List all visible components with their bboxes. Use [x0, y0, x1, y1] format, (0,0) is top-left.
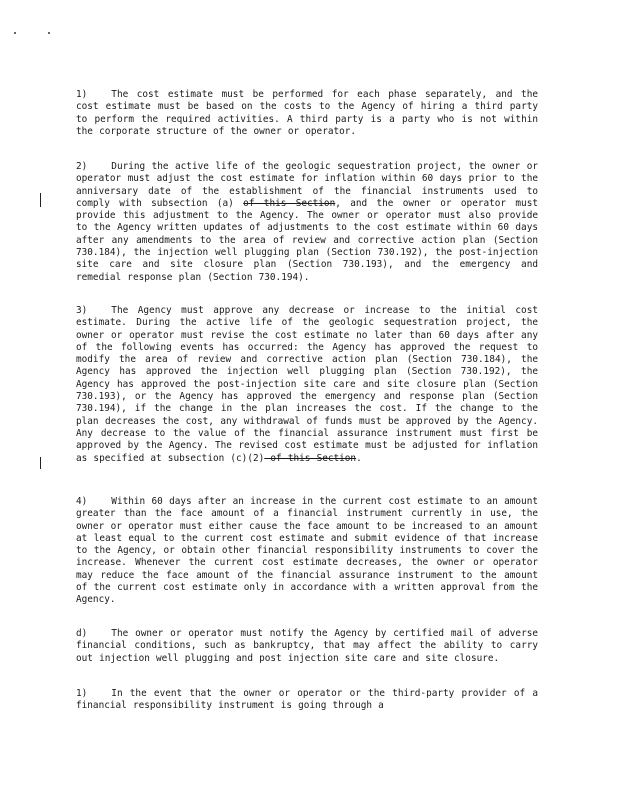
paragraph-c4 — [76, 496, 538, 607]
revision-bar — [40, 457, 41, 469]
text-segment: In the event that the owner or operator or the third-party provider of a financial responsibility instrument is going through a — [76, 688, 538, 712]
paragraph-d — [76, 628, 538, 665]
paragraph-text — [76, 688, 538, 711]
scan-speck — [48, 32, 50, 34]
paragraph-text — [76, 89, 538, 137]
scan-speck — [14, 32, 16, 34]
text-segment: The Agency must approve any decrease or increase to the initial cost estimate. During the active life of the geologic sequestration project, the owner or operator must revise the cost estimate no later than 60 days after any of the following events has occurred: the Agency has approved the request to modify the area of review and corrective action plan (Section 730.184), the Agency has approved the injection well plugging plan (Section 730.192), the Agency has approved the post-injection site care and site closure plan (Section 730.193), or the Agency has approved the emergency and response plan (Section 730.194), if the change in the plan increases the cost. If the change to the plan decreases the cost, any withdrawal of funds must be approved by the Agency. Any decrease to the value of the financial assurance instrument must first be approved by the Agency. The revised cost estimate must be adjusted for inflation as specified at subsection (c)(2) — [76, 305, 538, 464]
text-segment: The owner or operator must notify the Agency by certified mail of adverse financial conditions, such as bankruptcy, that may affect the ability to carry out injection well plugging and post injection site care and site closure. — [76, 628, 538, 664]
paragraph-number: 2) — [76, 161, 88, 172]
paragraph-number: 1) — [76, 89, 88, 100]
text-segment: The cost estimate must be performed for each phase separately, and the cost estimate must be based on the costs to the Agency of hiring a third party to perform the required activities. A third party is a party who is not within the corporate structure of the owner or operator. — [76, 89, 538, 137]
paragraph-text — [76, 161, 538, 283]
text-segment: Within 60 days after an increase in the current cost estimate to an amount greater than the face amount of a financial instrument currently in use, the owner or operator must either cause the face amount to be increased to an amount at least equal to the current cost estimate and submit evidence of that increase to the Agency, or obtain other financial responsibility instruments to cover the increase. Whenever the current cost estimate decreases, the owner or operator may reduce the face amount of the financial assurance instrument to the amount of the current cost estimate only in accordance with a written approval from the Agency. — [76, 496, 538, 606]
paragraph-d1 — [76, 688, 538, 713]
paragraph-c3 — [76, 305, 538, 465]
paragraph-number: d) — [76, 628, 88, 639]
struck-text: of this Section — [264, 452, 357, 464]
paragraph-text — [76, 628, 538, 664]
revision-bar — [40, 193, 41, 207]
paragraph-number: 3) — [76, 305, 88, 316]
text-segment: , and the owner or operator must provide this adjustment to the Agency. The owner or operator must also provide to the Agency written updates of adjustments to the cost estimate within 60 days after any amendments to the area of review and corrective action plan (Section 730.184), the injection well plugging plan (Section 730.192), the post-injection site care and site closure plan (Section 730.193), and the emergency and remedial response plan (Section 730.194). — [76, 197, 538, 283]
paragraph-text — [76, 496, 538, 605]
paragraph-number: 4) — [76, 496, 88, 507]
paragraph-c2 — [76, 161, 538, 284]
text-segment: . — [356, 452, 362, 464]
paragraph-number: 1) — [76, 688, 88, 699]
paragraph-text — [76, 305, 538, 464]
paragraph-c1 — [76, 89, 538, 138]
text-segment: During the active life of the geologic sequestration project, the owner or operator must adjust the cost estimate for inflation within 60 days prior to the anniversary date of the establishment of the financial instruments used to comply with subsection (a) — [76, 161, 538, 209]
struck-text: of this Section — [243, 197, 336, 209]
